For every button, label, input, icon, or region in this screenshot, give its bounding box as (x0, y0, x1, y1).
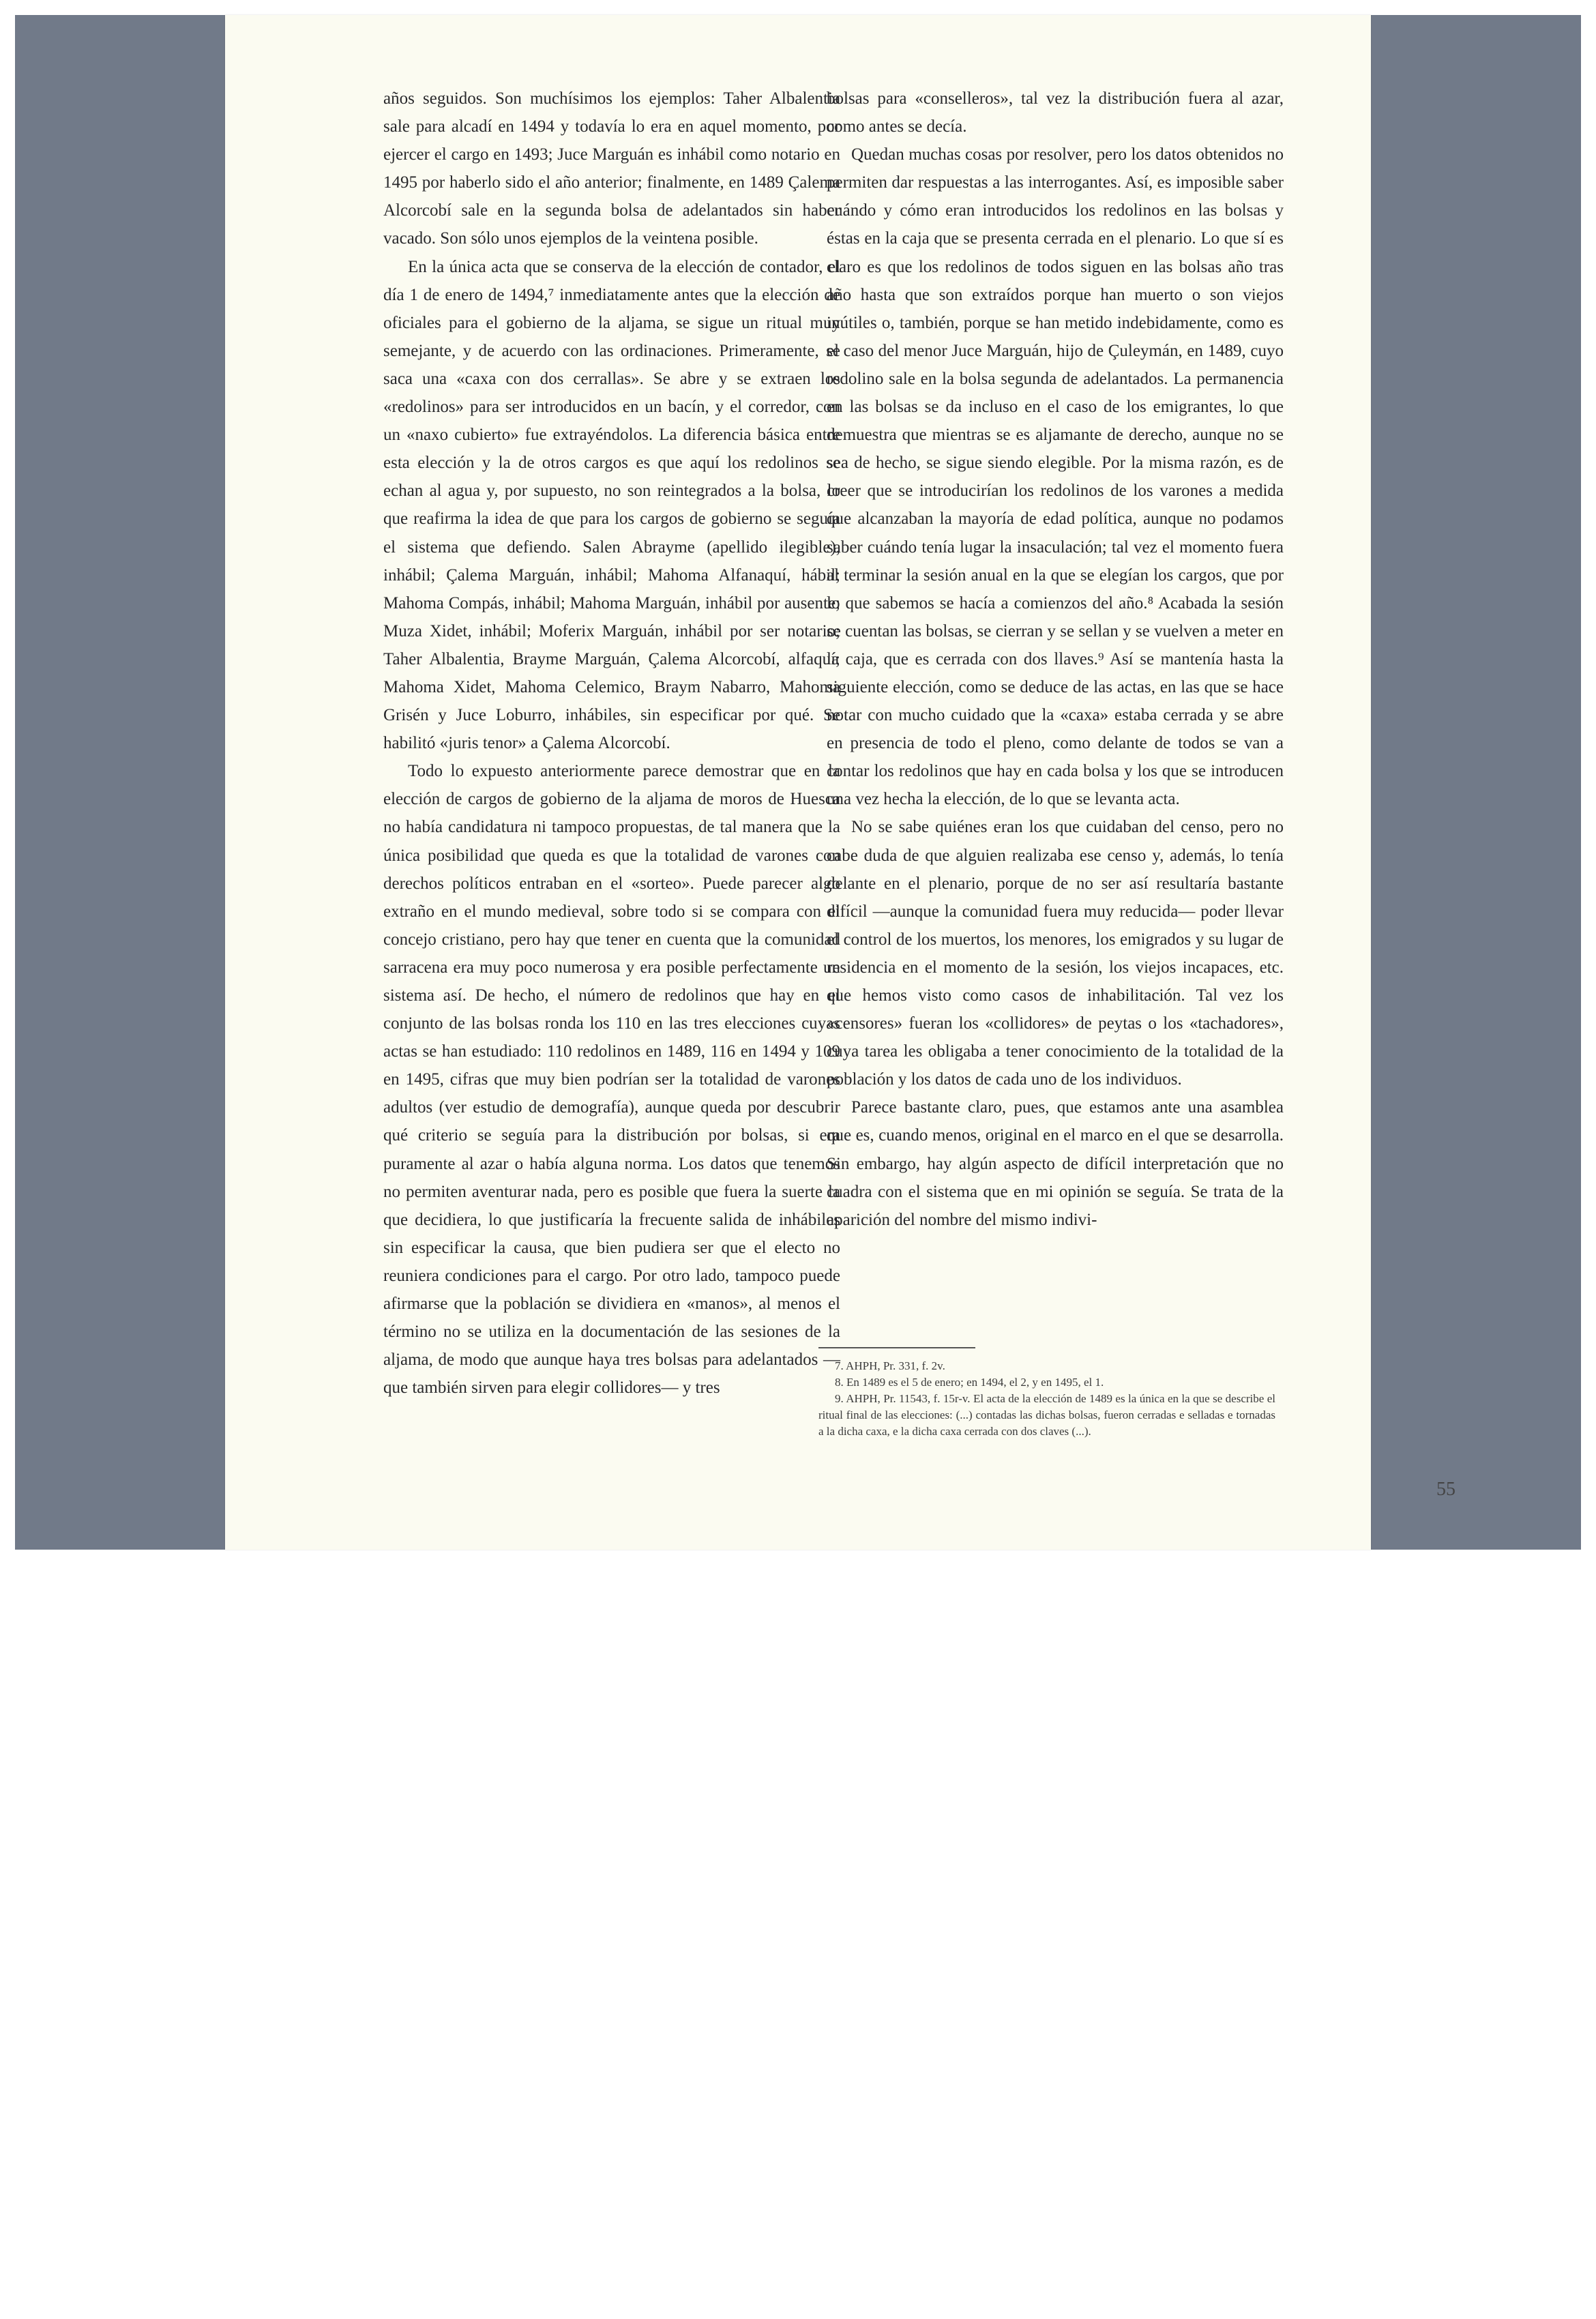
footnote: 9. AHPH, Pr. 11543, f. 15r-v. El acta de la elección de 1489 es la única en la que se describe el ritual final de las elecciones: (...) contadas las dichas bolsas, fueron cerradas e selladas e tornadas a la dicha caxa, e la dicha caxa cerrada con dos claves (...). (818, 1392, 1275, 1438)
footnote: 8. En 1489 es el 5 de enero; en 1494, el 2, y en 1495, el 1. (835, 1376, 1104, 1389)
paragraph: Todo lo expuesto anteriormente parece demostrar que en la elección de cargos de gobierno de la aljama de moros de Huesca no había candidatura ni tampoco propuestas, de tal manera que la única posibilidad que queda es que la totalidad de varones con derechos políticos entraban en el «sorteo». Puede parecer algo extraño en el mundo medieval, sobre todo si se compara con el concejo cristiano, pero hay que tener en cuenta que la comunidad sarracena era muy poco numerosa y era posible perfectamente un sistema así. De hecho, el número de redolinos que hay en el conjunto de las bolsas ronda los 110 en las tres elecciones cuyas actas se han estudiado: 110 redolinos en 1489, 116 en 1494 y 109 en 1495, cifras que muy bien podrían ser la totalidad de varones adultos (ver estudio de demografía), aunque queda por descubrir qué criterio se seguía para la distribución por bolsas, si era puramente al azar o había alguna norma. Los datos que tenemos no permiten aventurar nada, pero es posible que fuera la suerte la que decidiera, lo que justificaría la frecuente salida de inhábiles sin especificar la causa, que bien pudiera ser que el electo no reuniera condiciones para el cargo. Por otro lado, tampoco puede afirmarse que la población se dividiera en «manos», al menos el término no se utiliza en la documentación de las sesiones de la aljama, de modo que aunque haya tres bolsas para adelantados —que también sirven para elegir collidores— y tres (383, 762, 840, 1398)
paragraph: No se sabe quiénes eran los que cuidaban del censo, pero no cabe duda de que alguien realizaba ese censo y, además, lo tenía delante en el plenario, porque de no ser así resultaría bastante difícil —aunque la comunidad fuera muy reducida— poder llevar el control de los muertos, los menores, los emigrados y su lugar de residencia en el momento de la sesión, los viejos incapaces, etc. que hemos visto como casos de inhabilitación. Tal vez los «censores» fueran los «collidores» de peytas o los «tachadores», cuya tarea les obligaba a tener conocimiento de la totalidad de la población y los datos de cada uno de los individuos. (827, 818, 1284, 1089)
paragraph: bolsas para «conselleros», tal vez la distribución fuera al azar, como antes se decía. (827, 89, 1284, 136)
paragraph: Quedan muchas cosas por resolver, pero los datos obtenidos no permiten dar respuestas a las interrogantes. Así, es imposible saber cuándo y cómo eran introducidos los redolinos en las bolsas y éstas en la caja que se presenta cerrada en el plenario. Lo que sí es claro es que los redolinos de todos siguen en las bolsas año tras año hasta que son extraídos porque han muerto o son viejos inútiles o, también, porque se han metido indebidamente, como es el caso del menor Juce Marguán, hijo de Çuleymán, en 1489, cuyo redolino sale en la bolsa segunda de adelantados. La permanencia en las bolsas se da incluso en el caso de los emigrantes, lo que demuestra que mientras se es aljamante de derecho, aunque no se sea de hecho, se sigue siendo elegible. Por la misma razón, es de creer que se introducirían los redolinos de los varones a medida que alcanzaban la mayoría de edad política, aunque no podamos saber cuándo tenía lugar la insaculación; tal vez el momento fuera al terminar la sesión anual en la que se elegían los cargos, que por lo que sabemos se hacía a comienzos del año.⁸ Acabada la sesión se cuentan las bolsas, se cierran y se sellan y se vuelven a meter en la caja, que es cerrada con dos llaves.⁹ Así se mantenía hasta la siguiente elección, como se deduce de las actas, en las que se hace notar con mucho cuidado que la «caxa» estaba cerrada y se abre en presencia de todo el pleno, como delante de todos se van a contar los redolinos que hay en cada bolsa y los que se introducen una vez hecha la elección, de lo que se levanta acta. (827, 145, 1284, 809)
footnote-divider (818, 1347, 975, 1348)
book-page (225, 15, 1455, 1550)
right-text-column (827, 85, 1284, 1234)
paragraph: En la única acta que se conserva de la elección de contador, el día 1 de enero de 1494,⁷ inmediatamente antes que la elección de oficiales para el gobierno de la aljama, se sigue un ritual muy semejante, y de acuerdo con las ordinaciones. Primeramente, se saca una «caxa con dos cerrallas». Se abre y se extraen los «redolinos» para ser introducidos en un bacín, y el corredor, con un «naxo cubierto» fue extrayéndolos. La diferencia básica entre esta elección y la de otros cargos es que aquí los redolinos se echan al agua y, por supuesto, no son reintegrados a la bolsa, lo que reafirma la idea de que para los cargos de gobierno se seguía el sistema que defiendo. Salen Abrayme (apellido ilegible), inhábil; Çalema Marguán, inhábil; Mahoma Alfanaquí, hábil; Mahoma Compás, inhábil; Mahoma Marguán, inhábil por ausente; Muza Xidet, inhábil; Moferix Marguán, inhábil por ser notario; Taher Albalentia, Brayme Marguán, Çalema Alcorcobí, alfaquí; Mahoma Xidet, Mahoma Celemico, Braym Nabarro, Mahoma Grisén y Juce Loburro, inhábiles, sin especificar por qué. Se habilitó «juris tenor» a Çalema Alcorcobí. (383, 257, 840, 753)
left-text-column (383, 85, 840, 1402)
footnotes (818, 1347, 1275, 1440)
footnote: 7. AHPH, Pr. 331, f. 2v. (835, 1359, 945, 1372)
page-number: 55 (1436, 1479, 1455, 1500)
paragraph: años seguidos. Son muchísimos los ejemplos: Taher Albalentia sale para alcadí en 1494 y todavía lo era en aquel momento, por ejercer el cargo en 1493; Juce Marguán es inhábil como notario en 1495 por haberlo sido el año anterior; finalmente, en 1489 Çalema Alcorcobí sale en la segunda bolsa de adelantados sin haber vacado. Son sólo unos ejemplos de la veintena posible. (383, 89, 840, 248)
paragraph: Parece bastante claro, pues, que estamos ante una asamblea que es, cuando menos, original en el marco en el que se desarrolla. Sin embargo, hay algún aspecto de difícil interpretación que no cuadra con el sistema que en mi opinión se seguía. Se trata de la aparición del nombre del mismo indivi- (827, 1098, 1284, 1229)
